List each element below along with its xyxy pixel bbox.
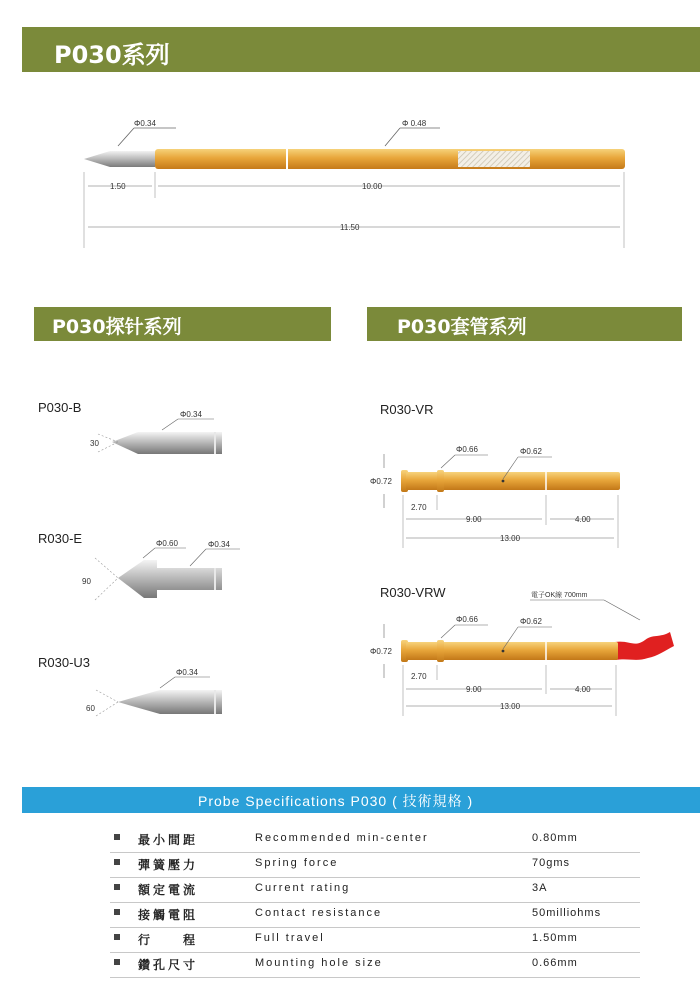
vr-dim-b: 9.00 <box>466 515 482 524</box>
dia-body-label: Φ 0.48 <box>402 119 427 128</box>
spec-zh: 彈簧壓力 <box>138 858 199 872</box>
spec-en: Current rating <box>255 882 351 894</box>
spec-value: 50milliohms <box>532 907 602 919</box>
spec-value: 3A <box>532 882 548 894</box>
dim-body: 10.00 <box>362 182 383 191</box>
vr-dia-body: Φ0.62 <box>520 447 542 456</box>
sleeve-name-vrw: R030-VRW <box>380 585 446 600</box>
probe-name-u3: R030-U3 <box>38 655 91 670</box>
vr-dia-flange: Φ0.72 <box>370 477 392 486</box>
vrw-dia-flange: Φ0.72 <box>370 647 392 656</box>
vr-dim-total: 13.00 <box>500 534 521 543</box>
probe-u3-shape <box>118 690 222 714</box>
dim-total: 11.50 <box>340 223 360 232</box>
spec-en: Mounting hole size <box>255 957 383 969</box>
spec-row <box>110 878 640 903</box>
page-title: P030系列 <box>54 41 170 69</box>
sleeve-section-banner <box>367 307 682 341</box>
bullet-icon <box>114 959 120 965</box>
sleeve-name-vr: R030-VR <box>380 402 434 417</box>
gold-barrel <box>155 149 625 169</box>
angle-e: 90 <box>82 577 91 586</box>
spec-row <box>110 953 640 978</box>
spec-value: 70gms <box>532 857 571 869</box>
vrw-red-wire <box>615 632 674 660</box>
probe-tips-drawing <box>0 400 340 730</box>
bullet-icon <box>114 934 120 940</box>
spec-en: Recommended min-center <box>255 832 429 844</box>
dia-u3: Φ0.34 <box>176 668 198 677</box>
vrw-dia-body: Φ0.62 <box>520 617 542 626</box>
vrw-dim-c: 4.00 <box>575 685 591 694</box>
spec-zh: 鑽孔尺寸 <box>138 958 199 972</box>
sleeves-drawing <box>360 430 700 720</box>
vrw-dim-total: 13.00 <box>500 702 521 711</box>
spec-value: 1.50mm <box>532 932 578 944</box>
spec-en: Contact resistance <box>255 907 383 919</box>
bullet-icon <box>114 909 120 915</box>
bullet-icon <box>114 859 120 865</box>
probe-name-e: R030-E <box>38 531 83 546</box>
vrw-dia-ring: Φ0.66 <box>456 615 478 624</box>
header-banner <box>22 27 700 72</box>
vr-dia-ring: Φ0.66 <box>456 445 478 454</box>
dia-e: Φ0.34 <box>208 540 230 549</box>
spec-en: Spring force <box>255 857 339 869</box>
bullet-icon <box>114 834 120 840</box>
spec-title-bar <box>22 787 700 813</box>
probe-e-shape <box>118 560 222 598</box>
spec-zh: 額定電流 <box>138 883 199 897</box>
vr-dim-a: 2.70 <box>411 503 427 512</box>
probe-b-shape <box>112 432 222 454</box>
probe-section-title: P030探针系列 <box>52 316 182 338</box>
spec-row <box>110 828 640 853</box>
probe-name-b: P030-B <box>38 400 82 415</box>
crimp-zone <box>458 151 530 167</box>
spec-zh: 行 程 <box>138 933 199 947</box>
vr-dim-c: 4.00 <box>575 515 591 524</box>
dia-tip-label: Φ0.34 <box>134 119 156 128</box>
vrw-dim-a: 2.70 <box>411 672 427 681</box>
main-probe-drawing <box>0 100 700 250</box>
spec-row <box>110 903 640 928</box>
spec-en: Full travel <box>255 932 325 944</box>
spec-row <box>110 928 640 953</box>
spec-row <box>110 853 640 878</box>
dim-tip: 1.50 <box>110 182 126 191</box>
angle-b: 30 <box>90 439 99 448</box>
spec-zh: 接觸電阻 <box>138 908 199 922</box>
tip-needle <box>84 151 155 167</box>
dia-e-head: Φ0.60 <box>156 539 178 548</box>
vrw-wire-label: 電子OK線 700mm <box>531 592 588 599</box>
vrw-dim-b: 9.00 <box>466 685 482 694</box>
spec-zh: 最小間距 <box>138 833 199 847</box>
spec-value: 0.80mm <box>532 832 578 844</box>
spec-value: 0.66mm <box>532 957 578 969</box>
angle-u3: 60 <box>86 704 95 713</box>
spec-title: Probe Specifications P030 ( 技術規格 ) <box>198 793 474 809</box>
probe-section-banner <box>34 307 331 341</box>
dia-b: Φ0.34 <box>180 410 202 419</box>
bullet-icon <box>114 884 120 890</box>
sleeve-section-title: P030套管系列 <box>397 316 527 338</box>
